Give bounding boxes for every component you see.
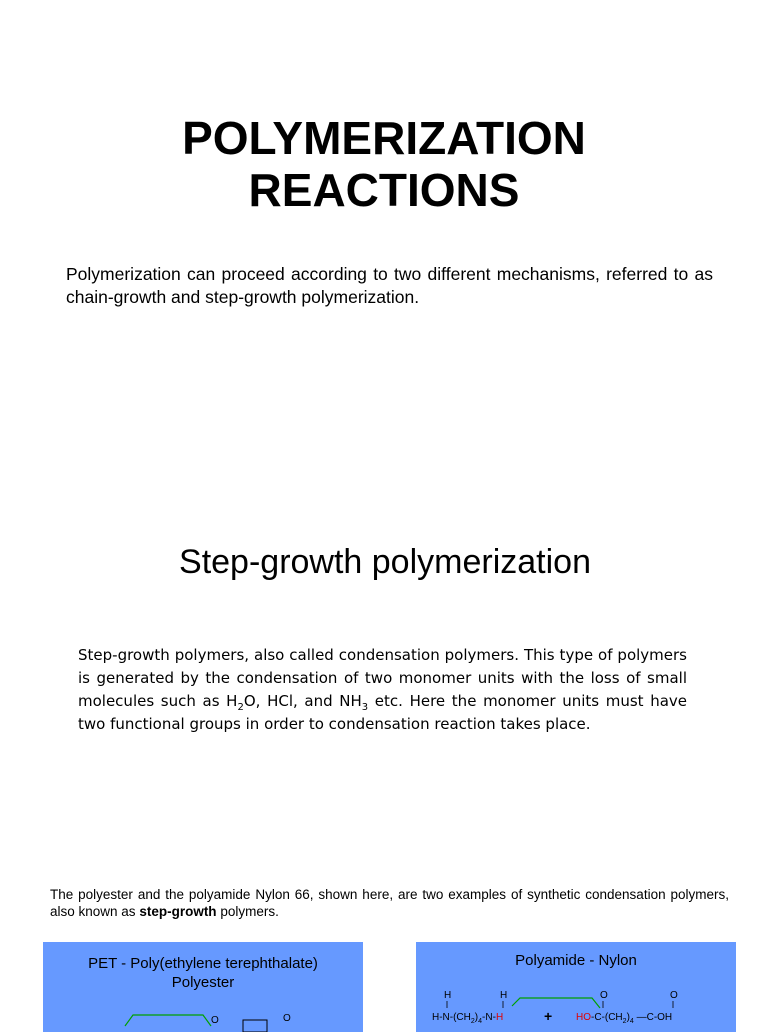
- pet-ring: [243, 1020, 267, 1032]
- nylon-diacid: $HO-C-(CH_2)_4$ —C-OH: [576, 1012, 673, 1025]
- para-part-3: etc. Here the monomer units must have two functional groups in order to condensation reaction takes place.: [78, 692, 687, 733]
- examples-paragraph: [50, 886, 729, 920]
- title-line-1: POLYMERIZATION: [182, 112, 586, 164]
- para-part-2: O, HCl, and NH: [243, 692, 362, 710]
- intro-paragraph: Polymerization can proceed according to two different mechanisms, referred to as chain-growth and step-growth polymerization.: [66, 264, 713, 307]
- pet-oxygen-2: O: [283, 1013, 291, 1024]
- nylon-oxygen-2: O: [670, 990, 678, 1001]
- page-title: [0, 112, 768, 216]
- nylon-oxygen-1: O: [600, 990, 608, 1001]
- pet-structure: [43, 942, 363, 1032]
- nylon-plus-sign: +: [544, 1008, 553, 1024]
- pet-bond-bracket: [125, 1015, 211, 1026]
- step-growth-paragraph: [78, 644, 687, 736]
- para-part-1: Step-growth polymers, also called condensation polymers. This type of polymers is generated by the condensation of two monomer units with the loss of small molecules such as H: [78, 646, 687, 710]
- nylon-bond-bracket: [512, 998, 600, 1008]
- examples-text-after: polymers.: [216, 904, 279, 919]
- pet-figure: [43, 942, 363, 1032]
- h2o-subscript: 2: [237, 702, 244, 713]
- nylon-h-2: H: [500, 990, 508, 1001]
- pet-title-line-1: PET - Poly(ethylene terephthalate): [88, 955, 318, 972]
- nylon-h-1: H: [444, 990, 452, 1001]
- title-line-2: REACTIONS: [248, 164, 520, 216]
- section-heading: Step-growth polymerization: [179, 543, 591, 581]
- pet-oxygen-1: O: [211, 1015, 219, 1026]
- nylon-figure: [416, 942, 736, 1032]
- nylon-structure: [416, 942, 736, 1032]
- examples-bold-term: step-growth: [139, 904, 217, 919]
- nh3-subscript: 3: [361, 702, 369, 713]
- nylon-title: Polyamide - Nylon: [515, 952, 637, 969]
- examples-text-before: The polyester and the polyamide Nylon 66, shown here, are two examples of synthetic condensation polymers, also known as: [50, 887, 729, 919]
- pet-title-line-2: Polyester: [171, 974, 235, 991]
- nylon-diamine: $H-N-(CH_2)_4-N-H$: [432, 1012, 504, 1025]
